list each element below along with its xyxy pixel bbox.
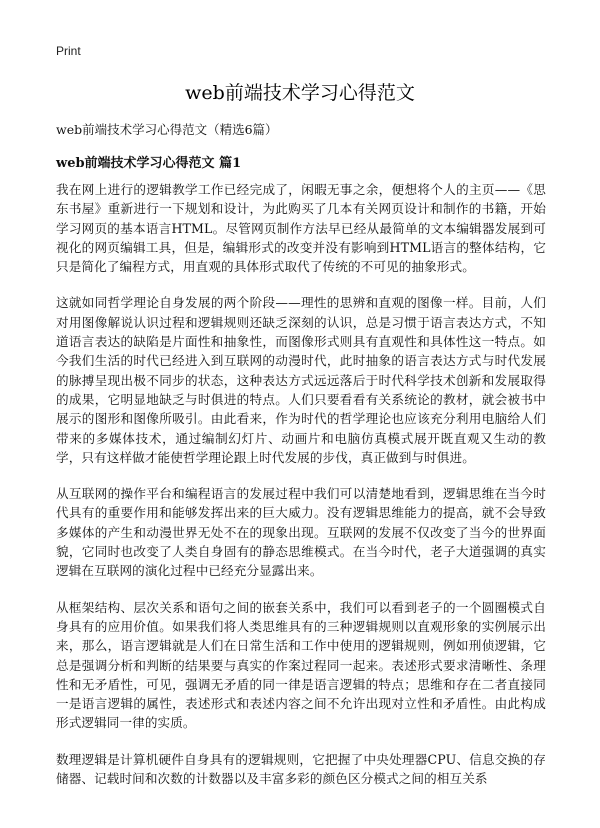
paragraph: 从框架结构、层次关系和语句之间的嵌套关系中，我们可以看到老子的一个圆圈模式自身具有的应用价值。如果我们将人类思维具有的三种逻辑规则以直观形象的实例展示出来，那么，语言逻辑就是人们在日常生活和工作中使用的逻辑规则，例如刑侦逻辑，它总是强调分析和判断的结果要与真实的作案过程同一起来。表述形式要求清晰性、条理性和无矛盾性，可见，强调无矛盾的同一律是语言逻辑的特点；思维和存在二者直接同一是语言逻辑的属性，表述形式和表述内容之间不允许出现对立性和矛盾性。由此构成形式逻辑同一律的实质。 [56, 599, 546, 731]
article-body [56, 180, 546, 805]
page-title: web前端技术学习心得范文 [185, 82, 415, 104]
paragraph: 我在网上进行的逻辑教学工作已经完成了，闲暇无事之余，便想将个人的主页——《思东书屋》重新进行一下规划和设计，为此购买了几本有关网页设计和制作的书籍，开始学习网页的基本语言HTML。尽管网页制作方法早已经从最简单的文本编辑器发展到可视化的网页编辑工具，但是，编辑形式的改变并没有影响到HTML语言的整体结构，它只是简化了编程方式，用直观的具体形式取代了传统的不可见的抽象形式。 [56, 182, 546, 275]
document-subtitle: web前端技术学习心得范文（精选6篇） [56, 122, 278, 137]
section-heading: web前端技术学习心得范文 篇1 [56, 156, 242, 171]
paragraph: 数理逻辑是计算机硬件自身具有的逻辑规则，它把握了中央处理器CPU、信息交换的存储器、记载时间和次数的计数器以及丰富多彩的颜色区分模式之间的相互关系 [56, 751, 546, 787]
paragraph: 从互联网的操作平台和编程语言的发展过程中我们可以清楚地看到，逻辑思维在当今时代具有的重要作用和能够发挥出来的巨大威力。没有逻辑思维能力的提高，就不会导致多媒体的产生和动漫世界无处不在的现象出现。互联网的发展不仅改变了当今的世界面貌，它同时也改变了人类自身固有的静态思维模式。在当今时代，老子大道强调的真实逻辑在互联网的演化过程中已经充分显露出来。 [56, 486, 546, 579]
print-link[interactable]: Print [56, 44, 81, 58]
paragraph: 这就如同哲学理论自身发展的两个阶段——理性的思辨和直观的图像一样。目前，人们对用图像解说认识过程和逻辑规则还缺乏深刻的认识，总是习惯于语言表达方式，不知道语言表达的缺陷是片面性和抽象性，而图像形式则具有直观性和具体性这一特点。如今我们生活的时代已经进入到互联网的动漫时代，此时抽象的语言表达方式与时代发展的脉搏呈现出极不同步的状态，这种表达方式远远落后于时代科学技术创新和发展取得的成果，它明显地缺乏与时俱进的特点。人们只要看看有关系统论的教材，就会被书中展示的图形和图像所吸引。由此看来，作为时代的哲学理论也应该充分利用电脑给人们带来的多媒体技术，通过编制幻灯片、动画片和电脑仿真模式展开既直观又生动的教学，只有这样做才能使哲学理论跟上时代发展的步伐，真正做到与时俱进。 [56, 295, 546, 465]
